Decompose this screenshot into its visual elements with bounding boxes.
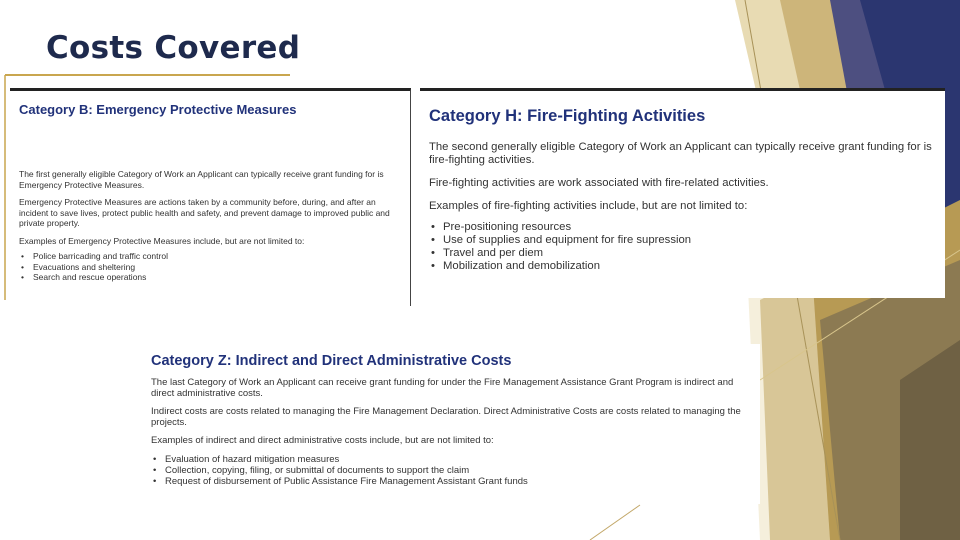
list-item: • Request of disbursement of Public Assistance Fire Management Assistant Grant funds	[151, 476, 752, 487]
category-h-examples-list	[429, 221, 937, 273]
list-item: • Use of supplies and equipment for fire supression	[429, 234, 937, 247]
list-item: • Travel and per diem	[429, 247, 937, 260]
list-item: • Search and rescue operations	[19, 272, 401, 283]
category-z-heading: Category Z: Indirect and Direct Administrative Costs	[151, 353, 512, 369]
category-b-definition: Emergency Protective Measures are actions taken by a community before, during, and after an incident to save lives, protect public health and safety, and prevent damage to improved public and private property.	[19, 197, 390, 228]
list-item: • Police barricading and traffic control	[19, 251, 401, 262]
category-z-card	[143, 344, 760, 504]
category-z-examples-list	[151, 454, 752, 487]
category-h-heading: Category H: Fire-Fighting Activities	[429, 107, 706, 125]
list-item: • Collection, copying, filing, or submittal of documents to support the claim	[151, 465, 752, 476]
category-b-examples-list	[19, 251, 401, 283]
list-item: • Evaluation of hazard mitigation measures	[151, 454, 752, 465]
list-item: • Mobilization and demobilization	[429, 260, 937, 273]
category-b-heading: Category B: Emergency Protective Measures	[19, 102, 297, 117]
list-item: • Pre-positioning resources	[429, 221, 937, 234]
category-b-intro: The first generally eligible Category of Work an Applicant can typically receive grant funding for is Emergency Protective Measures.	[19, 169, 384, 190]
category-b-examples-intro: Examples of Emergency Protective Measures include, but are not limited to:	[19, 235, 305, 246]
slide-title: Costs Covered	[46, 30, 301, 66]
category-z-definition: Indirect costs are costs related to managing the Fire Management Declaration. Direct Administrative Costs are costs related to managing the projects.	[151, 406, 741, 428]
category-z-intro: The last Category of Work an Applicant can receive grant funding for under the Fire Management Assistance Grant Program is indirect and direct administrative costs.	[151, 377, 734, 399]
category-z-examples-intro: Examples of indirect and direct administrative costs include, but are not limited to:	[151, 435, 494, 446]
category-h-card	[420, 88, 945, 298]
category-b-card	[10, 88, 411, 306]
category-h-intro: The second generally eligible Category of Work an Applicant can typically receive grant funding for is fire-fighting activities.	[429, 141, 932, 166]
category-h-definition: Fire-fighting activities are work associated with fire-related activities.	[429, 177, 769, 189]
list-item: • Evacuations and sheltering	[19, 262, 401, 273]
category-h-examples-intro: Examples of fire-fighting activities include, but are not limited to:	[429, 200, 748, 212]
